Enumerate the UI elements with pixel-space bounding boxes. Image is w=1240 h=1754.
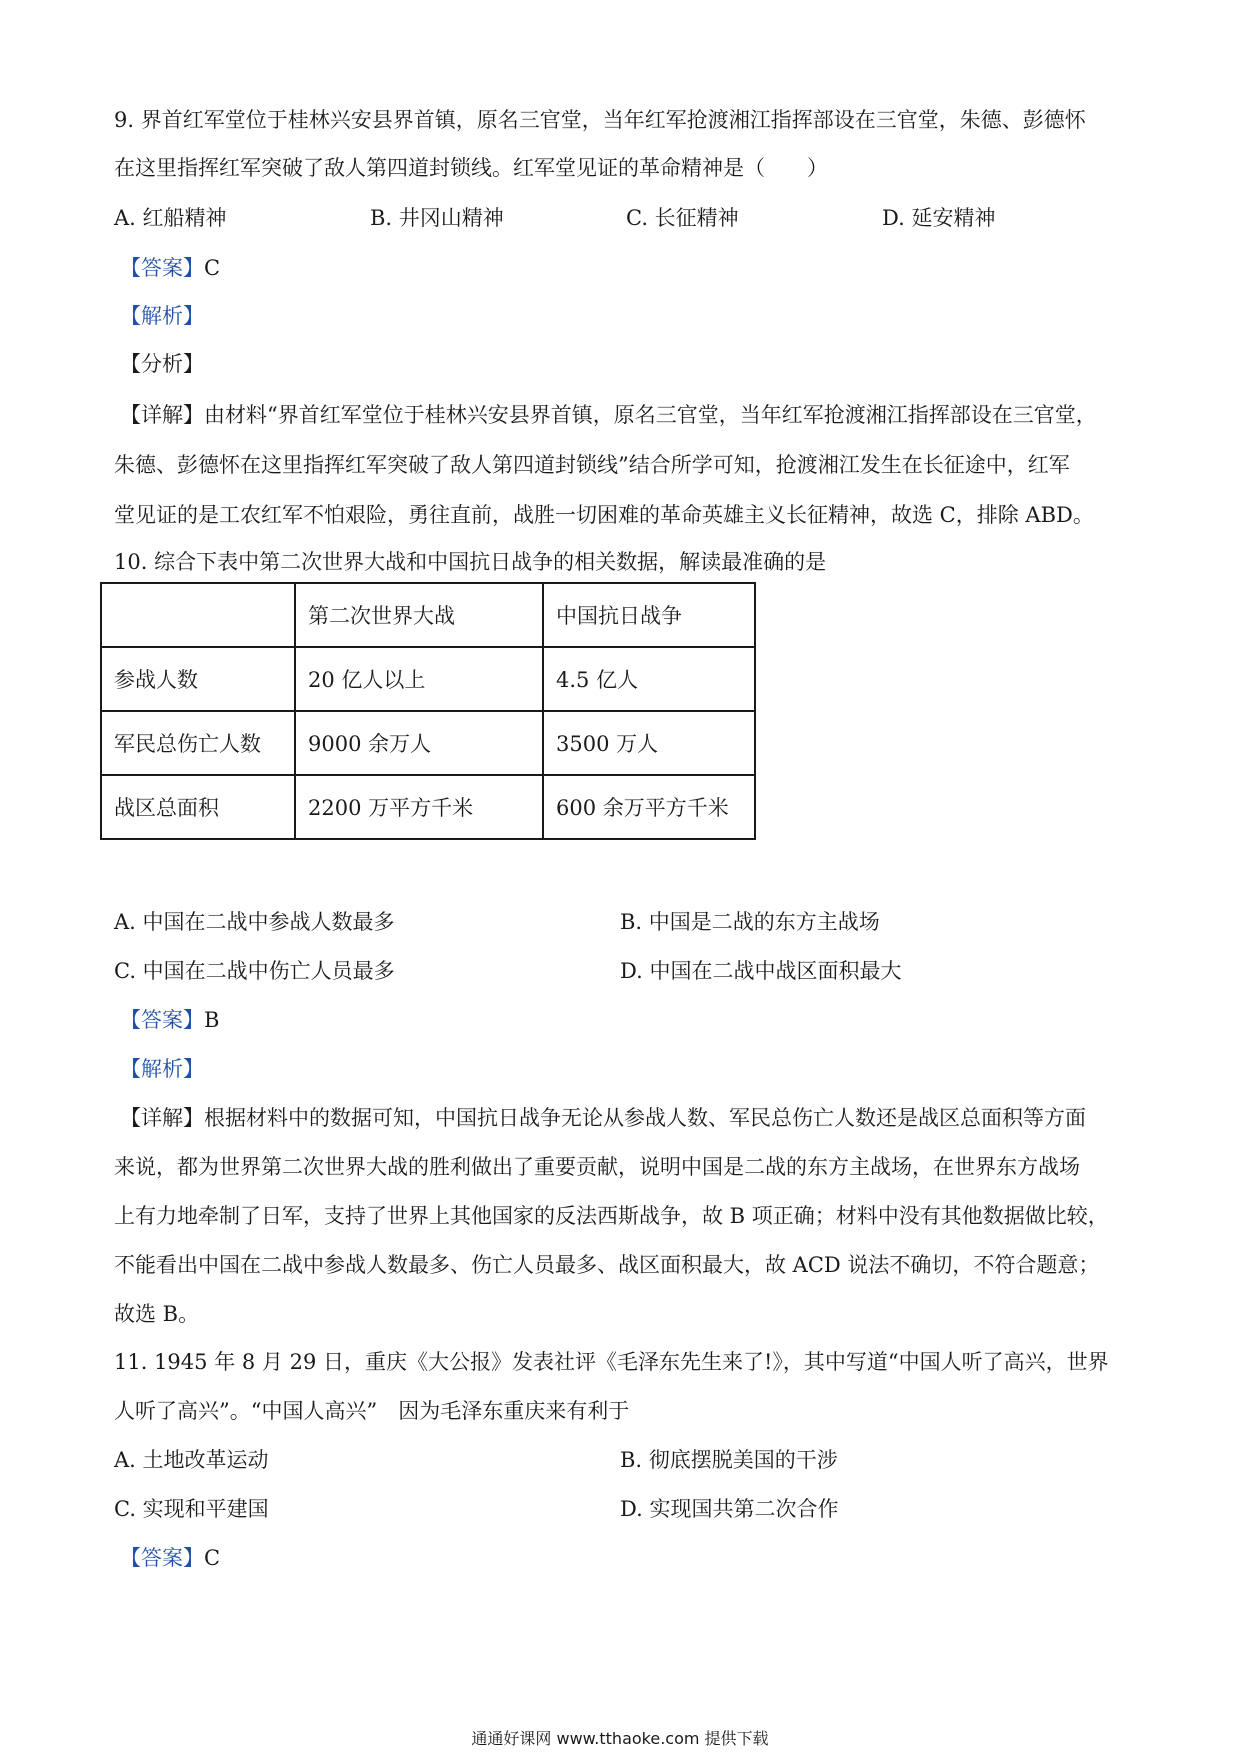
table-header-cell: 中国抗日战争 [543,583,755,647]
table-cell: 战区总面积 [101,775,295,839]
answer-value: C [204,1546,221,1570]
q9-detail-line3: 堂见证的是工农红军不怕艰险，勇往直前，战胜一切困难的革命英雄主义长征精神，故选 C，排除 ABD。 [114,503,1094,527]
table-cell: 9000 余万人 [295,711,543,775]
q11-option-d: D. 实现国共第二次合作 [620,1497,839,1521]
q11-stem-line2: 人听了高兴”。“中国人高兴” 因为毛泽东重庆来有利于 [114,1399,630,1423]
q10-stem: 10. 综合下表中第二次世界大战和中国抗日战争的相关数据，解读最准确的是 [114,550,827,574]
q10-option-b: B. 中国是二战的东方主战场 [620,910,880,934]
q10-option-a: A. 中国在二战中参战人数最多 [114,910,395,934]
q11-option-a: A. 土地改革运动 [114,1448,269,1472]
q9-answer [120,254,220,282]
answer-tag: 【答案】 [120,256,204,280]
q11-answer [120,1544,220,1572]
table-cell: 2200 万平方千米 [295,775,543,839]
q9-stem-line1: 9. 界首红军堂位于桂林兴安县界首镇，原名三官堂，当年红军抢渡湘江指挥部设在三官堂，朱德、彭德怀 [114,108,1086,132]
q9-detail-line1: 【详解】由材料“界首红军堂位于桂林兴安县界首镇，原名三官堂，当年红军抢渡湘江指挥部设在三官堂， [120,403,1097,427]
table-header-cell [101,583,295,647]
q10-detail-line1: 【详解】根据材料中的数据可知，中国抗日战争无论从参战人数、军民总伤亡人数还是战区总面积等方面 [120,1106,1086,1130]
q9-analysis-tag: 【解析】 [120,304,204,328]
table-cell: 20 亿人以上 [295,647,543,711]
detail-tag: 【详解】 [120,1106,204,1130]
q9-fenxi-tag: 【分析】 [120,352,204,376]
q11-option-b: B. 彻底摆脱美国的干涉 [620,1448,838,1472]
q9-option-c: C. 长征精神 [626,206,739,230]
table-cell: 军民总伤亡人数 [101,711,295,775]
q10-analysis-tag: 【解析】 [120,1057,204,1081]
table-row [101,647,755,711]
table-cell: 4.5 亿人 [543,647,755,711]
q10-detail-line2: 来说，都为世界第二次世界大战的胜利做出了重要贡献，说明中国是二战的东方主战场，在世界东方战场 [114,1155,1080,1179]
q10-detail-line5: 故选 B。 [114,1302,200,1326]
table-header-row [101,583,755,647]
q11-stem-line1: 11. 1945 年 8 月 29 日，重庆《大公报》发表社评《毛泽东先生来了!》，其中写道“中国人听了高兴，世界 [114,1350,1109,1374]
table-row [101,711,755,775]
table-header-cell: 第二次世界大战 [295,583,543,647]
table-cell: 600 余万平方千米 [543,775,755,839]
q10-option-d: D. 中国在二战中战区面积最大 [620,959,902,983]
q10-detail-line3: 上有力地牵制了日军，支持了世界上其他国家的反法西斯战争，故 B 项正确；材料中没有其他数据做比较， [114,1204,1109,1228]
q9-option-d: D. 延安精神 [882,206,996,230]
q9-option-b: B. 井冈山精神 [370,206,504,230]
q9-stem-line2: 在这里指挥红军突破了敌人第四道封锁线。红军堂见证的革命精神是（ ） [114,156,828,180]
answer-tag: 【答案】 [120,1546,204,1570]
table-row [101,775,755,839]
detail-tag: 【详解】 [120,403,204,427]
q10-answer [120,1006,219,1034]
table-cell: 参战人数 [101,647,295,711]
answer-tag: 【答案】 [120,1008,204,1032]
page-footer: 通通好课网 www.tthaoke.com 提供下载 [471,1729,769,1748]
data-table [100,582,756,840]
q9-option-a: A. 红船精神 [114,206,227,230]
q9-detail-line2: 朱德、彭德怀在这里指挥红军突破了敌人第四道封锁线”结合所学可知，抢渡湘江发生在长征途中，红军 [114,453,1070,477]
answer-value: B [204,1008,220,1032]
q10-detail-line4: 不能看出中国在二战中参战人数最多、伤亡人员最多、战区面积最大，故 ACD 说法不确切，不符合题意； [114,1253,1100,1277]
answer-value: C [204,256,221,280]
table-cell: 3500 万人 [543,711,755,775]
q11-option-c: C. 实现和平建国 [114,1497,269,1521]
q10-option-c: C. 中国在二战中伤亡人员最多 [114,959,395,983]
